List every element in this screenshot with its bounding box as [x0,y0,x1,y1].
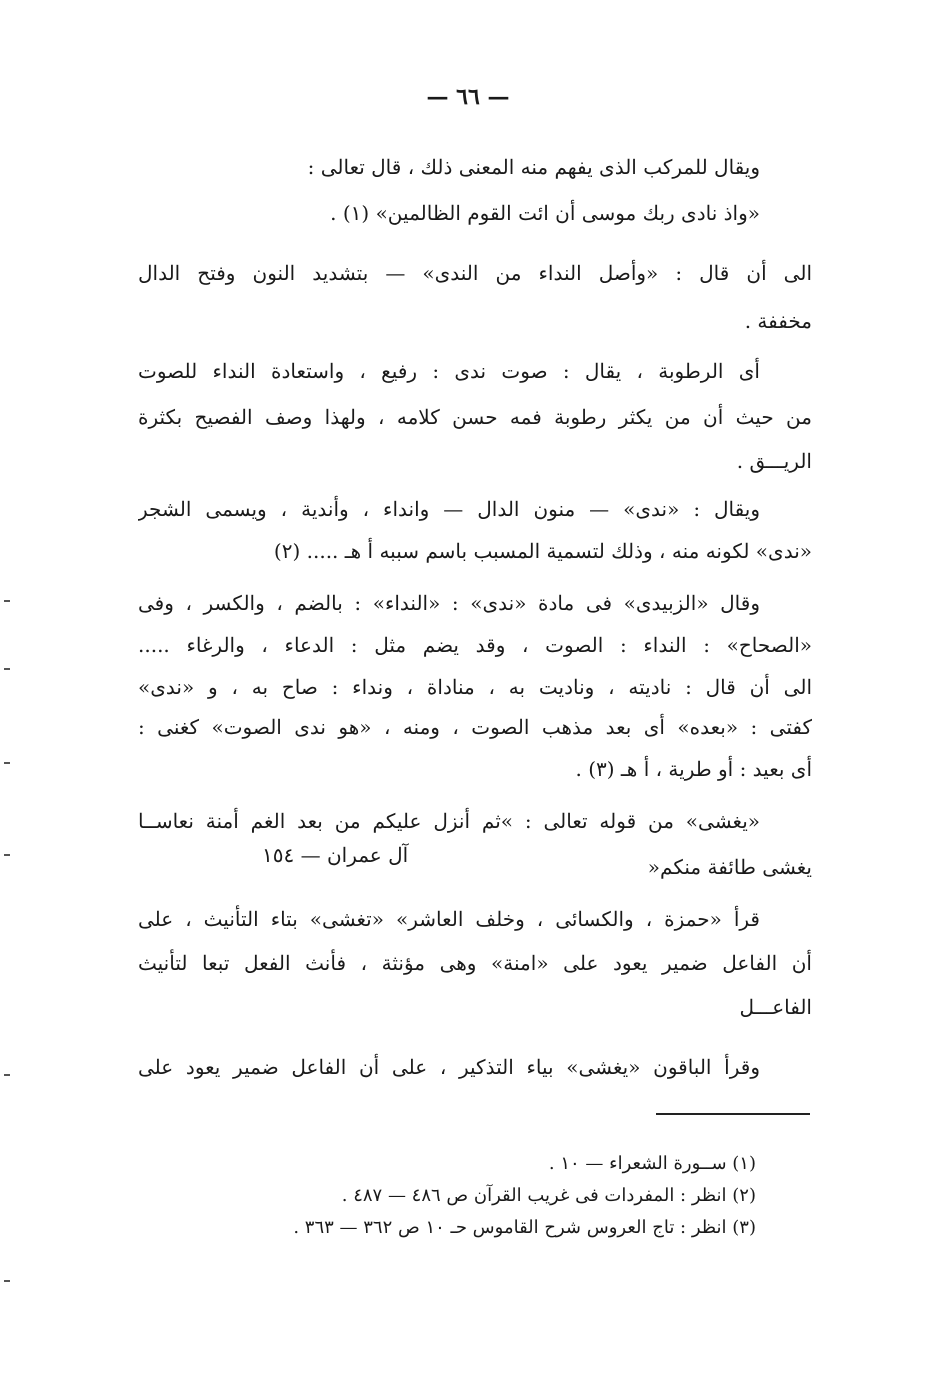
text-line: قرأ «حمزة ، والكسائى ، وخلف العاشر» «تغشى» بتاء التأنيث ، على [138,907,760,931]
text-line: «ندى» لكونه منه ، وذلك لتسمية المسبب باسم سببه أ هـ ..... (٢) [273,539,812,563]
text-line: ويقال للمركب الذى يفهم منه المعنى ذلك ، قال تعالى : [307,155,760,179]
text-line: أن الفاعل ضمير يعود على «امنة» وهى مؤنثة ، فأنث الفعل تبعا لتأنيث [138,951,812,975]
text-line: ويقال : «ندى» — منون الدال — وانداء ، وأندية ، ويسمى الشجر [138,497,760,521]
scan-mark [4,762,10,764]
footnote-divider [656,1113,810,1115]
text-line: الى أن قال : ناديته ، وناديت به ، مناداة ، ونداء : صاح به ، و «ندى» [138,675,812,699]
footnote: (١) ســورة الشعراء — ١٠ . [548,1153,756,1174]
text-line: يغشى طائفة منكم« [647,855,812,879]
scan-mark [4,668,10,670]
scan-mark [4,854,10,856]
text-line: «الصحاح» : النداء : الصوت ، وقد يضم مثل : الدعاء ، والرغاء ..... [138,633,812,657]
scan-mark [4,1280,10,1282]
footnote: (٣) انظر : تاج العروس شرح القاموس حـ ١٠ ص ٣٦٢ — ٣٦٣ . [293,1217,756,1238]
scan-mark [4,1074,10,1076]
text-line: الى أن قال : «وأصل النداء من الندى» — بتشديد النون وفتح الدال [138,261,812,285]
text-line: «يغشى» من قوله تعالى : »ثم أنزل عليكم من بعد الغم أمنة نعاســا [138,809,760,833]
page-number: — ٦٦ — [426,84,510,110]
text-line: أى بعيد : أو طرية ، أ هـ (٣) . [575,757,812,781]
text-line: الريـــق . [736,449,812,473]
text-line: أى الرطوبة ، يقال : صوت ندى : رفيع ، واستعادة النداء للصوت [138,359,760,383]
text-line: وقال «الزبيدى» فى مادة «ندى» : «النداء» : بالضم ، والكسر ، وفى [138,591,760,615]
text-line: من حيث أن من يكثر رطوبة فمه حسن كلامه ، ولهذا وصف الفصيح بكثرة [138,405,812,429]
footnote: (٢) انظر : المفردات فى غريب القرآن ص ٤٨٦ — ٤٨٧ . [341,1185,756,1206]
text-line: مخففة . [744,309,812,333]
text-line: وقرأ الباقون «يغشى» بياء التذكير ، على أن الفاعل ضمير يعود على [138,1055,760,1079]
verse-reference: آل عمران — ١٥٤ [262,843,409,867]
text-line: «واذ نادى ربك موسى أن ائت القوم الظالمين» (١) . [330,201,760,225]
text-line: الفاعـــل [739,995,812,1019]
text-line: كفتى : «بعده» أى بعد مذهب الصوت ، ومنه ، «هو ندى الصوت» كغنى : [138,715,812,739]
scan-mark [4,600,10,602]
